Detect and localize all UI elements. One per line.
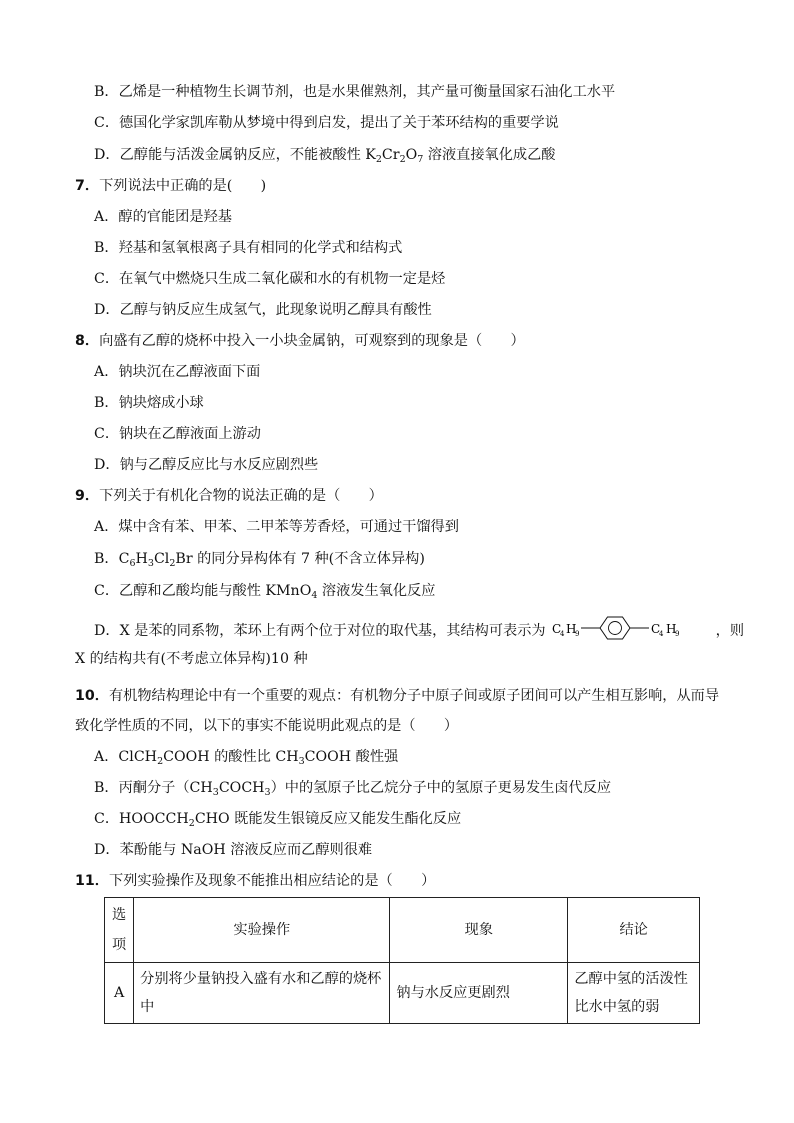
structure-svg [550,615,712,641]
header-operation: 实验操作 [134,898,390,963]
header-option: 选项 [105,898,134,963]
q9-option-d-continued: X 的结构共有(不考虑立体异构)10 种 [75,651,308,667]
q6-option-b: B．乙烯是一种植物生长调节剂，也是水果催熟剂，其产量可衡量国家石油化工水平 [94,84,616,100]
q10-option-b: B．丙酮分子$(CH_3COCH_3)$中的氢原子比乙烷分子中的氢原子更易发生卤代反应 [94,780,612,798]
q10-stem-line2: 致化学性质的不同，以下的事实不能说明此观点的是（ ） [75,718,459,734]
q7-option-d: D．乙醇与钠反应生成氢气，此现象说明乙醇具有酸性 [94,302,432,318]
q10-option-d: D．苯酚能与 NaOH 溶液反应而乙醇则很难 [94,842,373,858]
benzene-ring [600,617,630,639]
left-h: H [565,622,577,636]
q8-option-c: C．钠块在乙醇液面上游动 [94,426,261,442]
q10-stem-line1: 10．有机物结构理论中有一个重要的观点：有机物分子中原子间或原子团间可以产生相互影响，从而导 [75,688,720,704]
q8-option-b: B．钠块熔成小球 [94,395,204,411]
q7-option-b: B．羟基和氢氧根离子具有相同的化学式和结构式 [94,240,403,256]
q9-option-c: C．乙醇和乙酸均能与酸性 KMnO$_4$ 溶液发生氧化反应 [94,583,436,601]
table-header-row [105,898,700,963]
header-phenomenon: 现象 [390,898,568,963]
table-row [105,963,700,1024]
row-option: A [105,963,134,1024]
q6-option-d: D．乙醇能与活泼金属钠反应，不能被酸性 $K_2Cr_2O_7$ 溶液直接氧化成乙酸 [94,147,556,165]
q10-option-c: C．$HOOCCH_2CHO$ 既能发生银镜反应又能发生酯化反应 [94,811,462,829]
left-c-sub: 4 [559,630,565,638]
right-c-sub: 4 [658,630,664,638]
q6-option-c: C．德国化学家凯库勒从梦境中得到启发，提出了关于苯环结构的重要学说 [94,115,559,131]
row-conclusion: 乙醇中氢的活泼性比水中氢的弱 [568,963,700,1024]
q7-option-c: C．在氧气中燃烧只生成二氧化碳和水的有机物一定是烃 [94,271,446,287]
row-operation: 分别将少量钠投入盛有水和乙醇的烧杯中 [134,963,390,1024]
right-h-sub: 9 [674,630,680,638]
row-phenomenon: 钠与水反应更剧烈 [390,963,568,1024]
benzene-circle [608,622,621,635]
q9-option-b: B．$C_6H_3Cl_2Br$ 的同分异构体有 7 种(不含立体异构) [94,551,425,569]
q10-option-a: A．ClCH$_2$COOH 的酸性比 $CH_3COOH$ 酸性强 [94,749,399,767]
q8-option-d: D．钠与乙醇反应比与水反应剧烈些 [94,457,319,473]
q8-option-a: A．钠块沉在乙醇液面下面 [94,364,261,380]
q7-option-a: A．醇的官能团是羟基 [94,209,232,225]
q9-option-d: D．X 是苯的同系物，苯环上有两个位于对位的取代基，其结构可表示为 C 4 H 9 C 4 H 9 ，则 [94,615,744,647]
right-c: C [650,622,660,636]
q9-stem: 9．下列关于有机化合物的说法正确的是（ ） [75,488,383,504]
q8-stem: 8．向盛有乙醇的烧杯中投入一小块金属钠，可观察到的现象是（ ） [75,333,525,349]
header-conclusion: 结论 [568,898,700,963]
dibutylbenzene-structure [550,615,712,647]
left-c: C [551,622,561,636]
q9-option-a: A．煤中含有苯、甲苯、二甲苯等芳香烃，可通过干馏得到 [94,519,459,535]
experiment-table [104,897,700,1024]
left-h-sub: 9 [574,630,580,638]
q11-stem: 11．下列实验操作及现象不能推出相应结论的是（ ） [75,873,436,889]
q7-stem: 7．下列说法中正确的是( ) [75,178,267,194]
right-h: H [665,622,677,636]
